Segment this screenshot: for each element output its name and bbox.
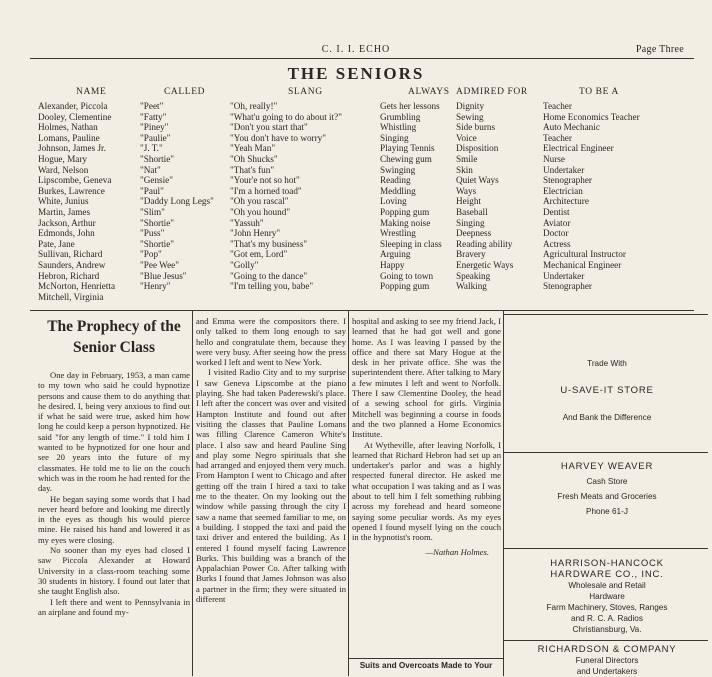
senior-nickname: "Paul" xyxy=(140,185,164,196)
to-be-column xyxy=(543,101,640,292)
senior-nickname: "J. T." xyxy=(140,143,163,154)
senior-admired-for: Ways xyxy=(456,185,477,196)
senior-always: Loving xyxy=(380,196,407,207)
senior-admired-for: Reading ability xyxy=(456,238,513,249)
senior-name: Johnson, James Jr. xyxy=(38,143,106,154)
richardson-ad-name: RICHARDSON & COMPANY xyxy=(537,644,677,655)
page-number: Page Three xyxy=(635,44,684,55)
slang-column xyxy=(230,101,342,292)
page-header xyxy=(0,42,712,58)
senior-name: Hebron, Richard xyxy=(38,270,100,281)
senior-always: Popping gum xyxy=(380,281,430,292)
harrison-ad-line: and R. C. A. Radios xyxy=(571,614,643,623)
richardson-ad-line: and Undertakers xyxy=(576,667,638,676)
senior-career: Actress xyxy=(543,238,571,249)
senior-admired-for: Singing xyxy=(456,217,485,228)
col-head-slang: SLANG xyxy=(288,87,323,97)
suits-ad-rule xyxy=(349,658,503,659)
senior-slang: "That's my business" xyxy=(230,238,308,249)
senior-name: Hogue, Mary xyxy=(38,153,87,164)
prophecy-paragraph: No sooner than my eyes had closed I saw Piccola Alexander at Howard University in a class-room teaching some 30 students in history. I found out later that she taught English also. xyxy=(38,545,190,597)
senior-career: Teacher xyxy=(543,132,572,143)
senior-slang: "That's fun" xyxy=(230,164,275,175)
senior-admired-for: Energetic Ways xyxy=(456,259,514,270)
senior-nickname: "Fatty" xyxy=(140,111,167,122)
prophecy-paragraph: One day in February, 1953, a man came to my town who said he could hypnotize persons and cause them to do anything that he desired. I, being very anxious to find out if what he said were true, asked him how long he could keep a person hypnotized. He said "for any length of time." I told him I wanted to be hypnotized for one hour and see 20 years into the future of my classmates. He told me to lie on the couch which was in the room he had rented for the day. xyxy=(38,370,190,494)
senior-career: Undertaker xyxy=(543,164,585,175)
senior-name: Lomans, Pauline xyxy=(38,132,100,143)
senior-always: Arguing xyxy=(380,249,411,260)
richardson-ad xyxy=(507,644,707,677)
senior-nickname: "Henry" xyxy=(140,281,171,292)
senior-always: Reading xyxy=(380,175,411,186)
senior-admired-for: Speaking xyxy=(456,270,491,281)
senior-slang: "Golly" xyxy=(230,259,259,270)
senior-admired-for: Voice xyxy=(456,132,477,143)
weaver-ad-name: HARVEY WEAVER xyxy=(560,461,654,472)
senior-career: Doctor xyxy=(543,228,569,239)
senior-career: Mechanical Engineer xyxy=(543,259,622,270)
called-column xyxy=(140,101,214,292)
senior-slang: "Your'e not so hot" xyxy=(230,175,300,186)
usave-ad-store: U-SAVE-IT STORE xyxy=(560,385,654,396)
suits-ad-line: Suits and Overcoats Made to Your xyxy=(359,661,493,670)
senior-career: Dentist xyxy=(543,206,570,217)
senior-career: Stenographer xyxy=(543,281,592,292)
senior-admired-for: Quiet Ways xyxy=(456,175,499,186)
senior-slang: "You don't have to worry" xyxy=(230,132,327,143)
harrison-ad-line: Hardware xyxy=(589,592,625,601)
senior-nickname: "Nat" xyxy=(140,164,161,175)
weaver-ad-line: Cash Store xyxy=(586,477,628,486)
senior-nickname: "Shortie" xyxy=(140,153,175,164)
senior-name: Martin, James xyxy=(38,206,91,217)
senior-slang: "Yeah Man" xyxy=(230,143,276,154)
col-head-name: NAME xyxy=(76,87,107,97)
senior-nickname: "Pee Wee" xyxy=(140,259,179,270)
senior-admired-for: Sewing xyxy=(456,111,484,122)
senior-nickname: "Blue Jesus" xyxy=(140,270,187,281)
senior-name: Alexander, Piccola xyxy=(38,101,108,111)
prophecy-paragraph: and Emma were the compositors there. I only talked to them long enough to say hello and congratulate them, because they were very busy. After seeing how the press worked I left and went to New York. xyxy=(196,316,346,368)
senior-slang: "Oh you rascal" xyxy=(230,196,289,207)
senior-career: Agricultural Instructor xyxy=(543,249,626,260)
senior-always: Chewing gum xyxy=(380,153,432,164)
senior-always: Wrestling xyxy=(380,228,416,239)
harrison-ad-name: HARRISON-HANCOCK xyxy=(550,558,664,569)
col-head-to-be: TO BE A xyxy=(579,87,619,97)
senior-career: Electrical Engineer xyxy=(543,143,614,154)
senior-admired-for: Walking xyxy=(456,281,487,292)
senior-nickname: "Shortie" xyxy=(140,238,175,249)
senior-name: Pate, Jane xyxy=(38,238,75,249)
harrison-ad-name: HARDWARE CO., INC. xyxy=(550,569,664,580)
ad-rule xyxy=(504,452,708,453)
senior-admired-for: Dignity xyxy=(456,101,485,111)
senior-admired-for: Disposition xyxy=(456,143,499,154)
senior-always: Singing xyxy=(380,132,409,143)
senior-name: Edmonds, John xyxy=(38,228,95,239)
senior-name: Lipscombe, Geneva xyxy=(38,175,112,186)
senior-career: Architecture xyxy=(543,196,589,207)
prophecy-paragraph: I left there and went to Pennsylvania in an airplane and found my- xyxy=(38,596,190,617)
usave-ad-line: Trade With xyxy=(587,359,627,368)
senior-career: Teacher xyxy=(543,101,572,111)
harrison-ad xyxy=(507,558,707,635)
harrison-ad-line: Farm Machinery, Stoves, Ranges xyxy=(546,603,668,612)
senior-slang: "Don't you start that" xyxy=(230,122,308,133)
senior-admired-for: Height xyxy=(456,196,482,207)
prophecy-col-3 xyxy=(352,316,501,616)
senior-always: Popping gum xyxy=(380,206,430,217)
senior-nickname: "Paulie" xyxy=(140,132,171,143)
suits-ad xyxy=(351,661,501,670)
weaver-ad-line: Fresh Meats and Groceries xyxy=(557,492,657,501)
senior-nickname: "Pop" xyxy=(140,249,162,260)
ad-rule xyxy=(504,640,708,641)
senior-admired-for: Side burns xyxy=(456,122,496,133)
always-column xyxy=(380,101,442,292)
prophecy-paragraph: At Wytheville, after leaving Norfolk, I learned that Richard Hebron had set up an undertaker's parlor and was a highly respected funeral director. He asked me what occupation I was taking and as I was about to tell him I felt something rubbing across my forehead and heard someone saying some peculiar words. As my eyes opened I found myself lying on the couch in the hypnotist's room. xyxy=(352,439,501,543)
prophecy-paragraph: He began saying some words that I had never heard before and looking me directly in the eyes as though his would pierce mine. He raised his hand and lowered it as my eyes were closing. xyxy=(38,493,190,545)
senior-name: Ward, Nelson xyxy=(38,164,89,175)
senior-slang: "Oh you hound" xyxy=(230,206,291,217)
ad-rule xyxy=(504,314,708,315)
prophecy-title xyxy=(34,316,194,358)
ad-rule xyxy=(504,548,708,549)
senior-slang: "Oh, really!" xyxy=(230,101,278,111)
senior-name: White, Junius xyxy=(38,196,89,207)
senior-slang: "Got em, Lord" xyxy=(230,249,288,260)
senior-career: Aviator xyxy=(543,217,571,228)
prophecy-col-1 xyxy=(38,370,190,676)
senior-nickname: "Slim" xyxy=(140,206,165,217)
col-head-admired: ADMIRED FOR xyxy=(456,87,528,97)
harrison-ad-line: Wholesale and Retail xyxy=(568,581,646,590)
harrison-ad-line: Christiansburg, Va. xyxy=(572,625,642,634)
column-rule-1 xyxy=(192,311,193,676)
senior-name: Saunders, Andrew xyxy=(38,259,106,270)
senior-always: Gets her lessons xyxy=(380,101,440,111)
senior-name: Jackson, Arthur xyxy=(38,217,96,228)
senior-always: Playing Tennis xyxy=(380,143,435,154)
senior-career: Nurse xyxy=(543,153,565,164)
senior-slang: "Yassuh" xyxy=(230,217,264,228)
senior-always: Making noise xyxy=(380,217,431,228)
prophecy-title-line1: The Prophecy of the xyxy=(47,318,181,335)
masthead: C. I. I. ECHO xyxy=(321,44,391,55)
senior-career: Undertaker xyxy=(543,270,585,281)
col-head-called: CALLED xyxy=(164,87,206,97)
col-head-always: ALWAYS xyxy=(408,87,450,97)
column-rule-3 xyxy=(503,311,504,676)
senior-slang: "I'm telling you, babe" xyxy=(230,281,314,292)
senior-admired-for: Skin xyxy=(456,164,473,175)
prophecy-title-line2: Senior Class xyxy=(73,339,155,356)
column-rule-2 xyxy=(348,311,349,676)
senior-always: Going to town xyxy=(380,270,434,281)
senior-always: Sleeping in class xyxy=(380,238,442,249)
senior-nickname: "Shortie" xyxy=(140,217,175,228)
senior-admired-for: Baseball xyxy=(456,206,488,217)
senior-nickname: "Peet" xyxy=(140,101,164,111)
header-rule xyxy=(30,58,694,59)
names-column xyxy=(38,101,115,302)
senior-nickname: "Gensie" xyxy=(140,175,174,186)
senior-admired-for: Bravery xyxy=(456,249,486,260)
senior-name: Dooley, Clementine xyxy=(38,111,112,122)
senior-slang: "Oh Shucks" xyxy=(230,153,278,164)
senior-slang: "John Henry" xyxy=(230,228,281,239)
senior-nickname: "Piney" xyxy=(140,122,169,133)
senior-always: Whistling xyxy=(380,122,417,133)
senior-always: Grumbling xyxy=(380,111,421,122)
senior-slang: "Going to the dance" xyxy=(230,270,308,281)
senior-name: McNorton, Henrietta xyxy=(38,281,116,292)
senior-slang: "I'm a horned toad" xyxy=(230,185,302,196)
senior-career: Electrician xyxy=(543,185,583,196)
senior-nickname: "Puss" xyxy=(140,228,165,239)
senior-always: Meddling xyxy=(380,185,416,196)
prophecy-signature: —Nathan Holmes. xyxy=(425,546,489,557)
senior-name: Burkes, Lawrence xyxy=(38,185,105,196)
usave-ad-line: And Bank the Difference xyxy=(562,413,652,422)
senior-name: Holmes, Nathan xyxy=(38,122,98,133)
senior-name: Sullivan, Richard xyxy=(38,249,103,260)
senior-always: Happy xyxy=(380,259,405,270)
senior-nickname: "Daddy Long Legs" xyxy=(140,196,214,207)
senior-admired-for: Smile xyxy=(456,153,478,164)
prophecy-col-2 xyxy=(196,316,346,676)
section-rule xyxy=(30,310,694,311)
senior-career: Auto Mechanic xyxy=(543,122,600,133)
weaver-ad xyxy=(507,459,707,519)
senior-name: Mitchell, Virginia xyxy=(38,291,104,302)
senior-admired-for: Deepness xyxy=(456,228,492,239)
senior-always: Swinging xyxy=(380,164,416,175)
admired-column xyxy=(456,101,513,292)
senior-slang: "What'u going to do about it?" xyxy=(230,111,342,122)
richardson-ad-line: Funeral Directors xyxy=(575,656,639,665)
prophecy-paragraph: I visited Radio City and to my surprise I saw Geneva Lipscombe at the piano playing. She had taken Paderewski's place. I left after the concert was over and visited Hampton Institute and found out after visiting the classes that Pauline Lomans was filling Clarence Cameron White's place. I also saw and heard Pauline Sing and play some Negro spirituals that she had arranged and enjoyed them very much. From Hampton I went to Chicago and after getting off the train I hired a taxi to take me to the theater. On my looking out the window while passing through the city I saw a name that seemed familiar to me, on a building. I stopped the taxi and paid the taxi driver and entered the building. As I entered I found myself facing Lawrence Burks. This building was a branch of the Appalachian Power Co. After talking with Burks I found that James Johnson was also a partner in the firm; they were situated in different xyxy=(196,367,346,605)
senior-career: Stenographer xyxy=(543,175,592,186)
usave-ad xyxy=(507,358,707,423)
seniors-title: THE SENIORS xyxy=(287,64,425,83)
senior-career: Home Economics Teacher xyxy=(543,111,640,122)
prophecy-paragraph: hospital and asking to see my friend Jack, I learned that he had got well and gone home. As I was leaving I passed by the office and there sat Mary Hogue at the desk in her private office. She was the superintendent there. After talking to Mary a few minutes I left and went to Norfolk. There I saw Clementine Dooley, the head of a sewing school for girls. Virginia Mitchell was beginning a course in foods and the two planned a Home Economics Institute. xyxy=(352,316,501,440)
weaver-ad-phone: Phone 61-J xyxy=(586,507,628,516)
